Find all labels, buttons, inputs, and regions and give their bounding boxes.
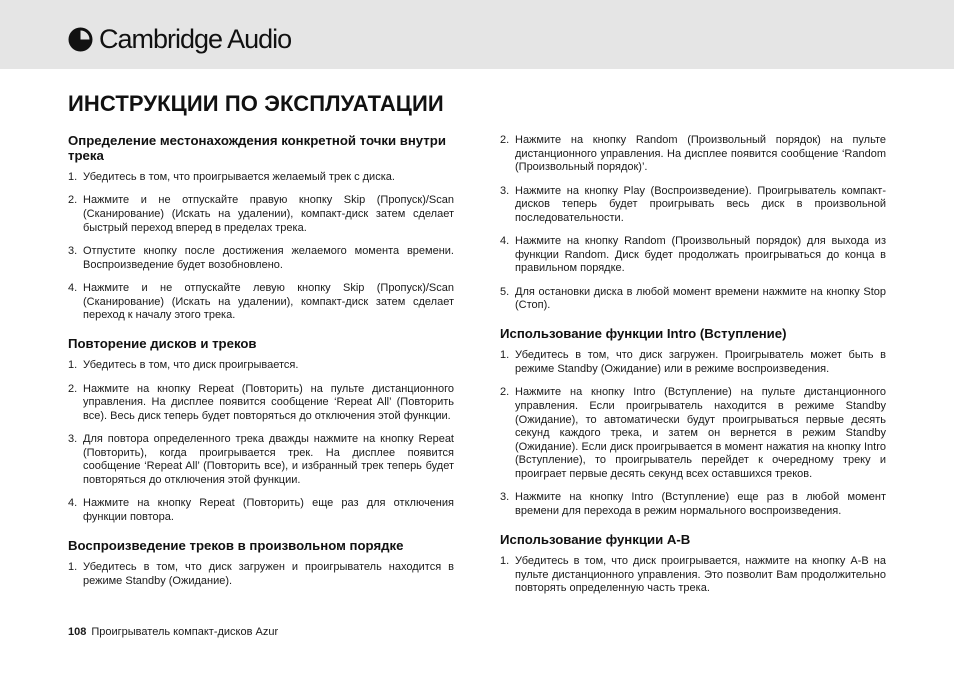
list-number: 3. — [68, 433, 78, 446]
list-number: 1. — [500, 555, 510, 568]
list-item — [500, 555, 886, 596]
section-repeat — [68, 337, 454, 525]
list-item-text: Для остановки диска в любой момент времени нажмите на кнопку Stop (Стоп). — [515, 285, 886, 312]
section-heading: Использование функции A-B — [500, 531, 691, 547]
section-ab — [500, 533, 886, 596]
list-item — [500, 491, 886, 518]
list-item — [68, 561, 454, 588]
list-item-text: Убедитесь в том, что диск загружен и проигрыватель находится в режиме Standby (Ожидание). — [83, 561, 454, 587]
list-item — [68, 433, 454, 487]
page-footer — [68, 626, 278, 639]
list-number: 2. — [500, 386, 510, 399]
list-item — [68, 171, 454, 185]
list-number: 5. — [500, 285, 510, 298]
list-item — [68, 194, 454, 235]
list-item-text: Нажмите на кнопку Intro (Вступление) на пульте дистанционного управления. Если проигрыватель находится в режиме Standby (Ожидание), то автоматически будут проигрываться первые десять секунд каждого трека, и затем он вернется в режим Standby (Ожидание). Если диск проигрывается в момент нажатия на кнопку Intro (Вступление), то проигрыватель перейдет к очередному треку и проиграет первые десять секунд всех оставшихся треков. — [515, 386, 886, 480]
section-random — [68, 539, 454, 589]
list-item-text: Убедитесь в том, что диск проигрывается. — [83, 359, 299, 372]
list-number: 3. — [68, 244, 78, 257]
right-column — [500, 134, 886, 606]
list-item-text: Убедитесь в том, что диск проигрывается, нажмите на кнопку A-B на пульте дистанционного управления. Это позволит Вам продолжительно повторять определенную часть трека. — [515, 555, 886, 595]
list-item — [500, 134, 886, 175]
footer-text: Проигрыватель компакт-дисков Azur — [91, 626, 279, 638]
brand-name: Cambridge Audio — [99, 24, 292, 54]
list-item — [500, 185, 886, 226]
list-item-text: Нажмите на кнопку Play (Воспроизведение). Проигрыватель компакт-дисков теперь будет проигрывать весь диск в произвольной последовательности. — [515, 184, 886, 224]
list-item-text: Нажмите и не отпускайте правую кнопку Skip (Пропуск)/Scan (Сканирование) (Искать на удалении), компакт-диск затем сделает быстрый переход вперед в пределах трека. — [83, 194, 454, 234]
section-intro — [500, 327, 886, 519]
list-item — [500, 286, 886, 313]
list-item — [68, 282, 454, 323]
list-item-text: Для повтора определенного трека дважды нажмите на кнопку Repeat (Повторить), когда проигрывается трек. На дисплее появится сообщение ‘Repeat All’ (Повторить все), и избранный трек теперь будет повторяться до отключения этой функции. — [83, 433, 454, 486]
list-item-text: Нажмите на кнопку Intro (Вступление) еще раз в любой момент времени для перехода в режим нормального воспроизведения. — [515, 491, 886, 517]
section-heading: Воспроизведение треков в произвольном порядке — [68, 537, 404, 553]
list-item — [68, 383, 454, 424]
section-find-point — [68, 134, 454, 323]
list-item-text: Нажмите на кнопку Random (Произвольный порядок) на пульте дистанционного управления. На дисплее появится сообщение ‘Random (Произвольный порядок)’. — [515, 134, 886, 174]
list-item-text: Отпустите кнопку после достижения желаемого момента времени. Воспроизведение будет возобновлено. — [83, 244, 454, 271]
list-item — [500, 349, 886, 376]
list-item — [68, 359, 454, 373]
list-item — [500, 386, 886, 481]
list-number: 1. — [68, 561, 78, 574]
list-number: 4. — [68, 497, 78, 510]
section-heading: Повторение дисков и треков — [68, 335, 257, 351]
page-title: ИНСТРУКЦИИ ПО ЭКСПЛУАТАЦИИ — [68, 91, 444, 116]
list-number: 4. — [500, 235, 510, 248]
list-item-text: Нажмите на кнопку Repeat (Повторить) еще раз для отключения функции повтора. — [83, 497, 454, 523]
list-item-text: Нажмите и не отпускайте левую кнопку Skip (Пропуск)/Scan (Сканирование) (Искать на удалении), компакт-диск затем сделает переход к началу этого трека. — [83, 281, 454, 322]
list-number: 1. — [500, 349, 510, 362]
section-heading: Использование функции Intro (Вступление) — [500, 325, 787, 341]
list-item — [68, 497, 454, 524]
list-number: 1. — [68, 359, 78, 372]
brand-logo — [68, 23, 291, 55]
list-item-text: Убедитесь в том, что проигрывается желаемый трек с диска. — [83, 171, 395, 183]
list-item-text: Убедитесь в том, что диск загружен. Проигрыватель может быть в режиме Standby (Ожидание) или в режиме воспроизведения. — [515, 349, 886, 376]
list-number: 4. — [68, 281, 78, 294]
list-item — [68, 245, 454, 272]
page-number: 108 — [68, 626, 87, 638]
list-number: 3. — [500, 491, 510, 504]
list-number: 2. — [500, 134, 510, 146]
list-item-text: Нажмите на кнопку Repeat (Повторить) на пульте дистанционного управления. На дисплее появится сообщение ‘Repeat All’ (Повторить все). Весь диск теперь будет повторяться до отключения этой функции. — [83, 382, 454, 422]
header-band — [0, 0, 954, 69]
list-item-text: Нажмите на кнопку Random (Произвольный порядок) для выхода из функции Random. Диск будет продолжать проигрываться до конца в правильном порядке. — [515, 235, 886, 275]
list-number: 2. — [68, 194, 78, 207]
section-random-continued — [500, 134, 886, 313]
left-column — [68, 134, 454, 598]
section-heading: Определение местонахождения конкретной точки внутри трека — [68, 133, 446, 163]
list-number: 3. — [500, 184, 510, 197]
cambridge-audio-logo-icon — [68, 27, 93, 52]
list-number: 2. — [68, 382, 78, 395]
list-item — [500, 235, 886, 276]
list-number: 1. — [68, 171, 78, 183]
